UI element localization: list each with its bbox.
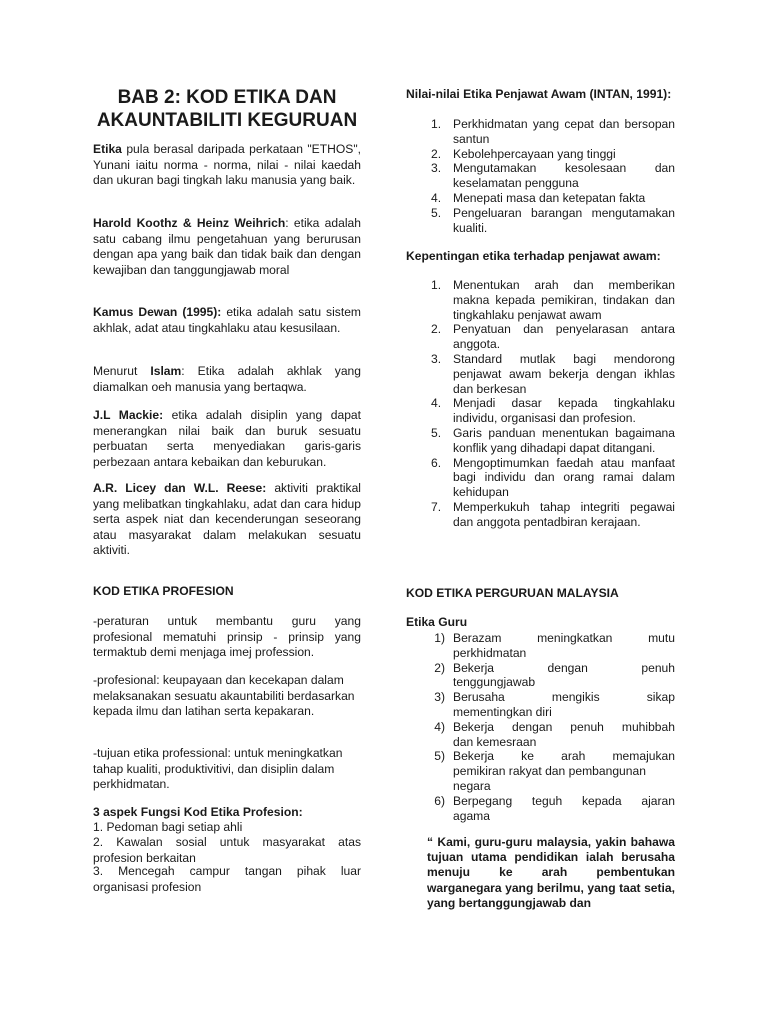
kod-etika-perguruan-heading: KOD ETIKA PERGURUAN MALAYSIA (406, 586, 619, 600)
definition-koothz-weihrich (93, 216, 361, 278)
list-text: Menentukan arah dan memberikan makna kepada pemikiran, tindakan dan tingkahlaku penjawat awam (453, 278, 675, 322)
kepentingan-list (431, 278, 675, 530)
list-item (431, 351, 675, 396)
list-text: Perkhidmatan yang cepat dan bersopan santun (453, 117, 675, 146)
definition-text: : Etika adalah akhlak yang diamalkan oeh manusia yang bertaqwa. (93, 364, 361, 394)
kod-etika-paragraph: -profesional: keupayaan dan kecekapan dalam melaksanakan sesuatu akauntabiliti berdasarkan kepada ilmu dan latihan serta kepakaran. (93, 673, 355, 719)
definition-mackie (93, 408, 361, 470)
kod-etika-paragraph: -peraturan untuk membantu guru yang profesional mematuhi prinsip - prinsip yang termaktub demi menjaga imej profession. (93, 614, 361, 660)
list-number: 5. (431, 425, 442, 440)
list-number: 3. (431, 351, 442, 366)
definition-text: etika adalah satu sistem akhlak, adat atau tingkahlaku atau kesusilaan. (93, 305, 361, 335)
list-item (431, 117, 675, 147)
list-number: 2. (431, 322, 442, 337)
nilai-etika-heading: Nilai-nilai Etika Penjawat Awam (INTAN, 1991): (406, 87, 672, 101)
definition-prefix: Menurut (93, 364, 151, 378)
list-text: Pengeluaran barangan mengutamakan kualiti. (453, 205, 675, 235)
definition-text: : etika adalah satu cabang ilmu pengetahuan yang berurusan dengan apa yang baik dan tidak baik dan dengan kewajiban dan tanggungjawab moral (93, 216, 361, 277)
list-text: Menepati masa dan ketepatan fakta (453, 190, 646, 205)
definition-kamus-dewan (93, 305, 361, 336)
list-item (434, 660, 675, 691)
list-text-line: Bekerja dengan penuh (453, 660, 675, 675)
list-text: Standard mutlak bagi mendorong penjawat awam bekerja dengan ikhlas dan berkesan (453, 351, 675, 396)
list-text-line: Berazam meningkatkan mutu (453, 631, 675, 645)
definition-licey-reese (93, 481, 361, 559)
list-number: 4) (434, 719, 445, 734)
definition-etika (93, 142, 361, 189)
list-text: Penyatuan dan penyelarasan antara anggota. (453, 322, 675, 352)
fungsi-item: 1. Pedoman bagi setiap ahli (93, 820, 243, 834)
fungsi-item: 3. Mencegah campur tangan pihak luar organisasi profesion (93, 864, 361, 894)
kod-etika-profesion-heading: KOD ETIKA PROFESION (93, 584, 234, 598)
list-number: 2) (434, 660, 445, 675)
list-text-line: Bekerja ke arah memajukan (453, 749, 675, 764)
list-text: Memperkukuh tahap integriti pegawai dan anggota pentadbiran kerajaan. (453, 499, 675, 529)
list-number: 1) (434, 631, 445, 645)
list-item (431, 146, 675, 162)
list-number: 7. (431, 499, 442, 514)
list-text-line: pemikiran rakyat dan pembangunan (453, 764, 646, 779)
list-item (431, 278, 675, 322)
guru-pledge-quote: “ Kami, guru-guru malaysia, yakin bahawa tujuan utama pendidikan ialah berusaha menuju ke arah pembentukan warganegara yang berilmu, yang taat setia, yang bertanggungjawab dan (427, 835, 675, 910)
definition-term: Harold Koothz & Heinz Weihrich (93, 216, 286, 230)
list-text-line: Bekerja dengan penuh muhibbah (453, 719, 675, 734)
definition-term: A.R. Licey dan W.L. Reese: (93, 481, 267, 495)
list-number: 4. (431, 190, 442, 205)
list-item (434, 690, 675, 720)
list-text-line: negara (453, 778, 491, 793)
list-number: 3) (434, 690, 445, 705)
definition-term: J.L Mackie: (93, 408, 164, 422)
list-number: 2. (431, 146, 442, 161)
list-text: Garis panduan menentukan bagaimana konflik yang dihadapi dapat ditangani. (453, 425, 675, 455)
definition-text: aktiviti praktikal yang melibatkan tingkahlaku, adat dan cara hidup serta aspek niat dan kecenderungan seseorang atau masyarakat dalam melakukan sesuatu aktiviti. (93, 481, 361, 558)
list-text-line: agama (453, 808, 490, 823)
title-line-2: AKAUNTABILITI KEGURUAN (96, 110, 358, 131)
list-number: 5) (434, 749, 445, 764)
list-item (431, 396, 675, 426)
definition-text: pula berasal daripada perkataan "ETHOS", Yunani iaitu norma - norma, nilai - nilai kaedah dan ukuran bagi tingkah laku manusia yang baik. (93, 142, 361, 188)
list-text: Mengutamakan kesolesaan dan keselamatan pengguna (453, 161, 675, 191)
definition-islam (93, 364, 361, 395)
list-item (434, 719, 675, 750)
kod-etika-paragraph: -tujuan etika professional: untuk meningkatkan tahap kualiti, produktivitivi, dan disiplin dalam perkhidmatan. (93, 746, 343, 792)
list-text-line: tenggungjawab (453, 675, 536, 690)
list-text-line: Berpegang teguh kepada ajaran (453, 793, 675, 808)
etika-guru-list (434, 631, 675, 823)
list-item (431, 205, 675, 236)
list-text: Mengoptimumkan faedah atau manfaat bagi individu dan orang ramai dalam kehidupan (453, 455, 675, 500)
definition-term: Kamus Dewan (1995): (93, 305, 222, 319)
list-number: 3. (431, 161, 442, 176)
list-number: 6. (431, 455, 442, 470)
definition-term: Etika (93, 142, 122, 156)
list-number: 4. (431, 396, 442, 411)
list-item (434, 631, 675, 661)
kepentingan-heading: Kepentingan etika terhadap penjawat awam: (406, 249, 661, 263)
etika-guru-heading: Etika Guru (406, 615, 468, 629)
list-number: 1. (431, 278, 442, 292)
list-item (431, 425, 675, 456)
list-text: Menjadi dasar kepada tingkahlaku individu, organisasi dan profesion. (453, 396, 675, 426)
list-text-line: dan kemesraan (453, 734, 537, 749)
list-item (431, 190, 675, 206)
list-number: 1. (431, 117, 442, 131)
title-line-1: BAB 2: KOD ETIKA DAN (117, 87, 337, 108)
list-text-line: mementingkan diri (453, 704, 552, 719)
list-number: 6) (434, 793, 445, 808)
nilai-etika-list (431, 117, 675, 235)
list-text-line: perkhidmatan (453, 645, 527, 660)
list-number: 5. (431, 205, 442, 220)
list-item (431, 322, 675, 352)
page-title (93, 86, 361, 132)
fungsi-item: 2. Kawalan sosial untuk masyarakat atas profesion berkaitan (93, 835, 361, 865)
list-text: Kebolehpercayaan yang tinggi (453, 146, 616, 161)
list-item (434, 749, 675, 793)
list-item (431, 455, 675, 500)
list-item (431, 499, 675, 530)
list-text-line: Berusaha mengikis sikap (453, 690, 675, 705)
list-item (431, 161, 675, 191)
definition-term: Islam (150, 364, 182, 378)
list-item (434, 793, 675, 824)
definition-text: etika adalah disiplin yang dapat menerangkan nilai baik dan buruk sesuatu perbuatan serta menyediakan garis-garis perbezaan antara kebaikan dan keburukan. (93, 408, 362, 469)
fungsi-heading: 3 aspek Fungsi Kod Etika Profesion: (93, 805, 303, 819)
